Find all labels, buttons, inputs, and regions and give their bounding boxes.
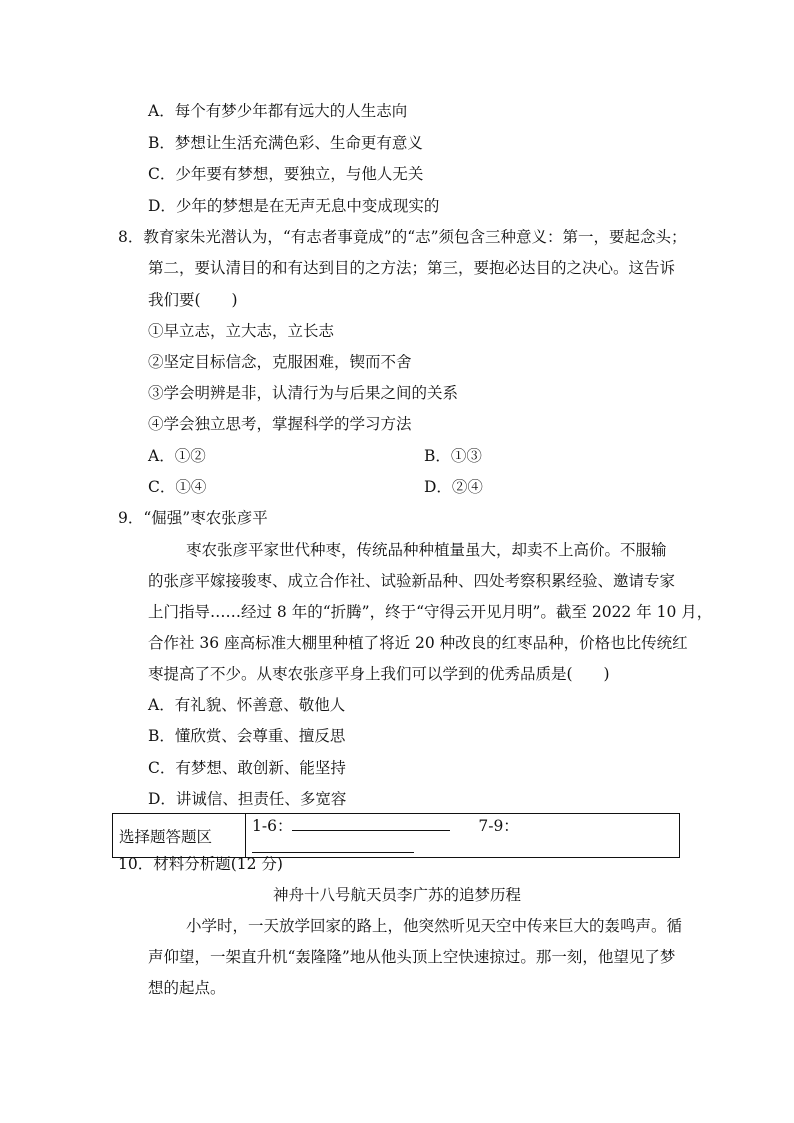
q9-option-a: A．有礼貌、怀善意、敬他人	[148, 696, 346, 714]
q9-option-d: D．讲诚信、担责任、多宽容	[148, 790, 347, 808]
q8-option-a: A．①②	[148, 447, 206, 465]
range-2-label: 7-9：	[478, 817, 519, 835]
range-1-label: 1-6：	[252, 817, 293, 835]
q7-option-a: A．每个有梦少年都有远大的人生志向	[148, 102, 408, 120]
q7-option-c: C．少年要有梦想，要独立，与他人无关	[148, 165, 424, 183]
q8-option-c: C．①④	[148, 478, 207, 496]
q10-body-line-1: 小学时，一天放学回家的路上，他突然听见天空中传来巨大的轰鸣声。循	[186, 917, 683, 935]
q8-option-d: D．②④	[424, 478, 483, 496]
q8-stem-line-3: 我们要( )	[148, 291, 238, 309]
q9-option-c: C．有梦想、敢创新、能坚持	[148, 759, 346, 777]
answer-area-label: 选择题答题区	[113, 814, 246, 858]
q8-stem-line-1: 8．教育家朱光潜认为，“有志者事竟成”的“志”须包含三种意义：第一，要起念头；	[118, 228, 687, 246]
q8-item-3: ③学会明辨是非，认清行为与后果之间的关系	[148, 384, 459, 402]
q9-body-line-4: 合作社 36 座高标准大棚里种植了将近 20 种改良的红枣品种，价格也比传统红	[148, 634, 688, 652]
answer-blank-7-9[interactable]	[252, 836, 414, 853]
q10-heading: 10．材料分析题(12 分)	[118, 855, 283, 873]
q9-body-line-2: 的张彦平嫁接骏枣、成立合作社、试验新品种、四处考察积累经验、邀请专家	[148, 572, 676, 590]
q7-option-b: B．梦想让生活充满色彩、生命更有意义	[148, 134, 423, 152]
answer-area-fields	[246, 814, 680, 858]
q10-body-line-3: 想的起点。	[148, 979, 226, 997]
q9-body-line-5: 枣提高了不少。从枣农张彦平身上我们可以学到的优秀品质是( )	[148, 665, 610, 683]
q8-stem-line-2: 第二，要认清目的和有达到目的之方法；第三，要抱必达目的之决心。这告诉	[148, 259, 676, 277]
q9-body-line-3: 上门指导……经过 8 年的“折腾”，终于“守得云开见月明”。截至 2022 年 10 月，	[148, 603, 713, 621]
answer-blank-1-6[interactable]	[292, 814, 450, 831]
q9-option-b: B．懂欣赏、会尊重、擅反思	[148, 727, 346, 745]
q10-material-title: 神舟十八号航天员李广苏的追梦历程	[272, 886, 521, 904]
q8-item-1: ①早立志，立大志，立长志	[148, 322, 335, 340]
q10-body-line-2: 声仰望，一架直升机“轰隆隆”地从他头顶上空快速掠过。那一刻，他望见了梦	[148, 948, 676, 966]
q7-option-d: D．少年的梦想是在无声无息中变成现实的	[148, 197, 440, 215]
q9-title: 9．“倔强”枣农张彦平	[118, 509, 268, 527]
q9-body-line-1: 枣农张彦平家世代种枣，传统品种种植量虽大，却卖不上高价。不服输	[186, 541, 667, 559]
q8-option-b: B．①③	[424, 447, 482, 465]
answer-area-table	[112, 813, 680, 858]
q8-item-4: ④学会独立思考，掌握科学的学习方法	[148, 415, 412, 433]
q8-item-2: ②坚定目标信念，克服困难，锲而不舍	[148, 353, 412, 371]
